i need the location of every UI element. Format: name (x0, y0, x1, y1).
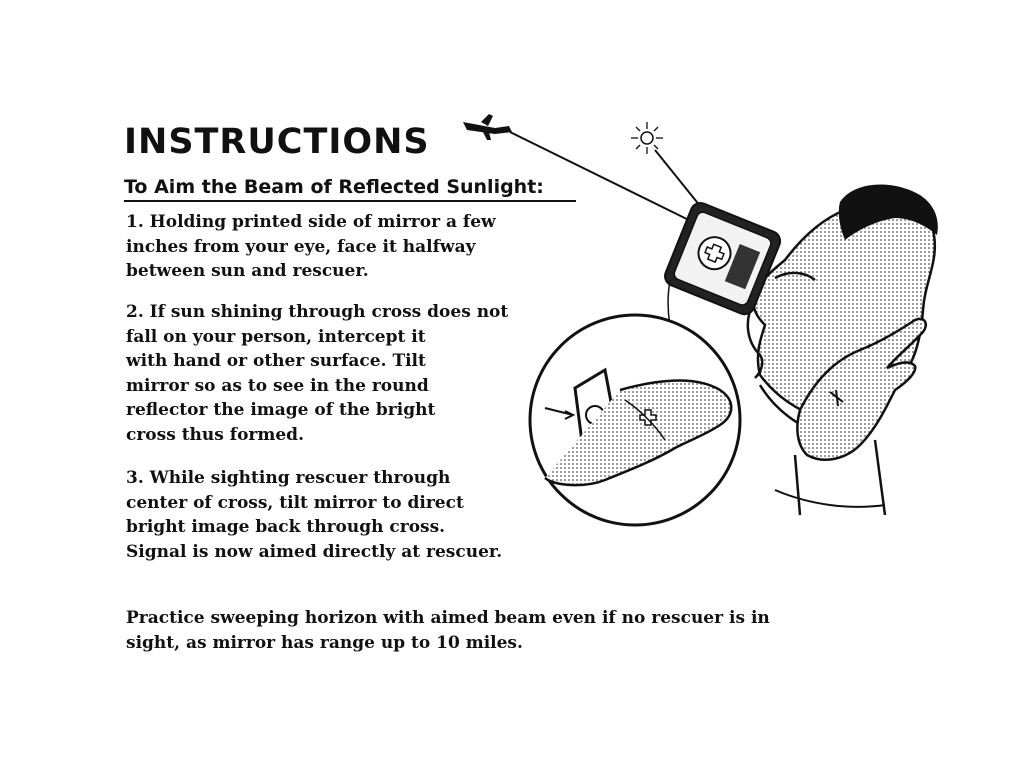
step-line: cross thus formed. (126, 424, 304, 445)
instruction-step-2 (126, 300, 508, 447)
step-line: 1. Holding printed side of mirror a few (126, 212, 496, 232)
step-line: 2. If sun shining through cross does not (126, 302, 509, 322)
sun-icon (631, 122, 663, 154)
step-line: bright image back through cross. (126, 517, 446, 537)
beam-line (510, 132, 705, 228)
instruction-step-3 (126, 466, 502, 564)
step-line: inches from your eye, face it halfway (126, 236, 476, 257)
step-line: Signal is now aimed directly at rescuer. (126, 541, 503, 562)
signal-mirror-illustration (455, 110, 945, 530)
page-title: INSTRUCTIONS (124, 122, 430, 162)
step-line: with hand or other surface. Tilt (126, 351, 426, 371)
step-line: 3. While sighting rescuer through (126, 468, 451, 488)
instruction-step-1 (126, 210, 496, 284)
inset-circle-icon (530, 315, 740, 525)
step-line: between sun and rescuer. (126, 261, 369, 281)
step-line: mirror so as to see in the round (126, 375, 429, 396)
practice-note (126, 606, 770, 655)
note-line: sight, as mirror has range up to 10 miles. (126, 632, 523, 653)
airplane-icon (463, 114, 512, 140)
step-line: fall on your person, intercept it (126, 326, 426, 347)
step-line: reflector the image of the bright (126, 400, 436, 420)
section-subtitle: To Aim the Beam of Reflected Sunlight: (124, 176, 576, 202)
step-line: center of cross, tilt mirror to direct (126, 492, 464, 513)
note-line: Practice sweeping horizon with aimed beam even if no rescuer is in (126, 608, 770, 628)
